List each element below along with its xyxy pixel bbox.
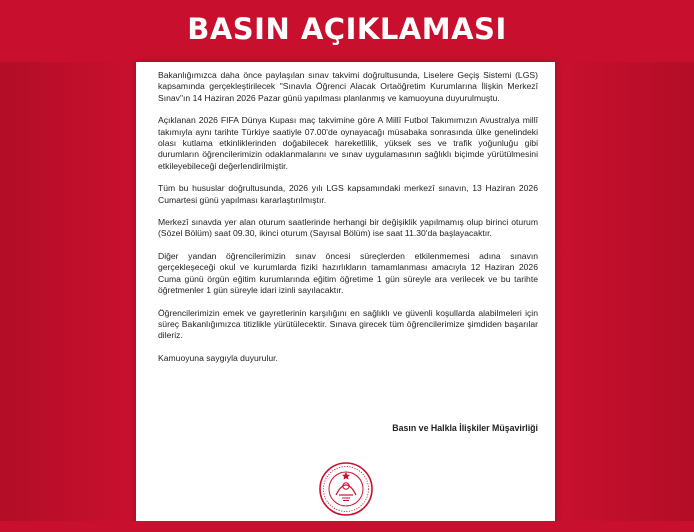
paragraph-5: Diğer yandan öğrencilerimizin sınav öncesi süreçlerden etkilenmemesi adına sınavın gerçekleşeceği okul ve kurumlarda fiziki hazırlıkların tamamlanması amacıyla 12 Haziran 2026 Cuma günü örgün eğitim kurumlarında eğitim öğretime 1 gün süreyle ara verilecek ve bu tarihte öğretmenler 1 gün süreyle idari izinli sayılacaktır. [158,250,538,296]
signature: Basın ve Halkla İlişkiler Müşavirliği [392,423,538,433]
paragraph-6: Öğrencilerimizin emek ve gayretlerinin karşılığını en sağlıklı ve güvenli koşullarda alabilmeleri için süreç Bakanlığımızca titizlikle yürütülecektir. Sınava girecek tüm öğrencilerimize şimdiden başarılar dileriz. [158,307,538,341]
paragraph-7: Kamuoyuna saygıyla duyurulur. [158,352,278,363]
left-red-border [0,0,136,532]
paragraph-1: Bakanlığımızca daha önce paylaşılan sınav takvimi doğrultusunda, Liselere Geçiş Sistemi (LGS) kapsamında gerçekleştirilecek "Sınavla Öğrenci Alacak Ortaöğretim Kurumlarına İlişkin Merkezî Sınav"ın 14 Haziran 2026 Pazar günü yapılması planlanmış ve kamuoyuna duyurulmuştu. [158,70,538,103]
bottom-red-band [0,521,694,532]
announcement-body [158,70,538,375]
paragraph-2: Açıklanan 2026 FIFA Dünya Kupası maç takvimine göre A Millî Futbol Takımımızın Avustralya millî takımıyla aynı tarihte Türkiye saatiyle 07.00'de oynayacağı müsabaka sonrasında ülke genelindeki olası kutlama etkinliklerinden doğabilecek hareketlilik, yüksek ses ve trafik yoğunluğu gibi durumların öğrencilerimizin odaklanmalarını ve sınav uygulamasının sağlıklı biçimde yürütülmesini etkileyebileceği değerlendirilmiştir. [158,115,538,171]
page-title: BASIN AÇIKLAMASI [187,12,507,46]
right-red-border [555,0,694,532]
paragraph-3: Tüm bu hususlar doğrultusunda, 2026 yılı LGS kapsamındaki merkezî sınavın, 13 Haziran 2026 Cumartesi günü yapılması kararlaştırılmıştır. [158,183,538,205]
paragraph-4: Merkezî sınavda yer alan oturum saatlerinde herhangi bir değişiklik yapılmamış olup birinci oturum (Sözel Bölüm) saat 09.30, ikinci oturum (Sayısal Bölüm) ise saat 11.30'da başlayacaktır. [158,217,538,239]
ministry-seal-icon [318,461,374,517]
